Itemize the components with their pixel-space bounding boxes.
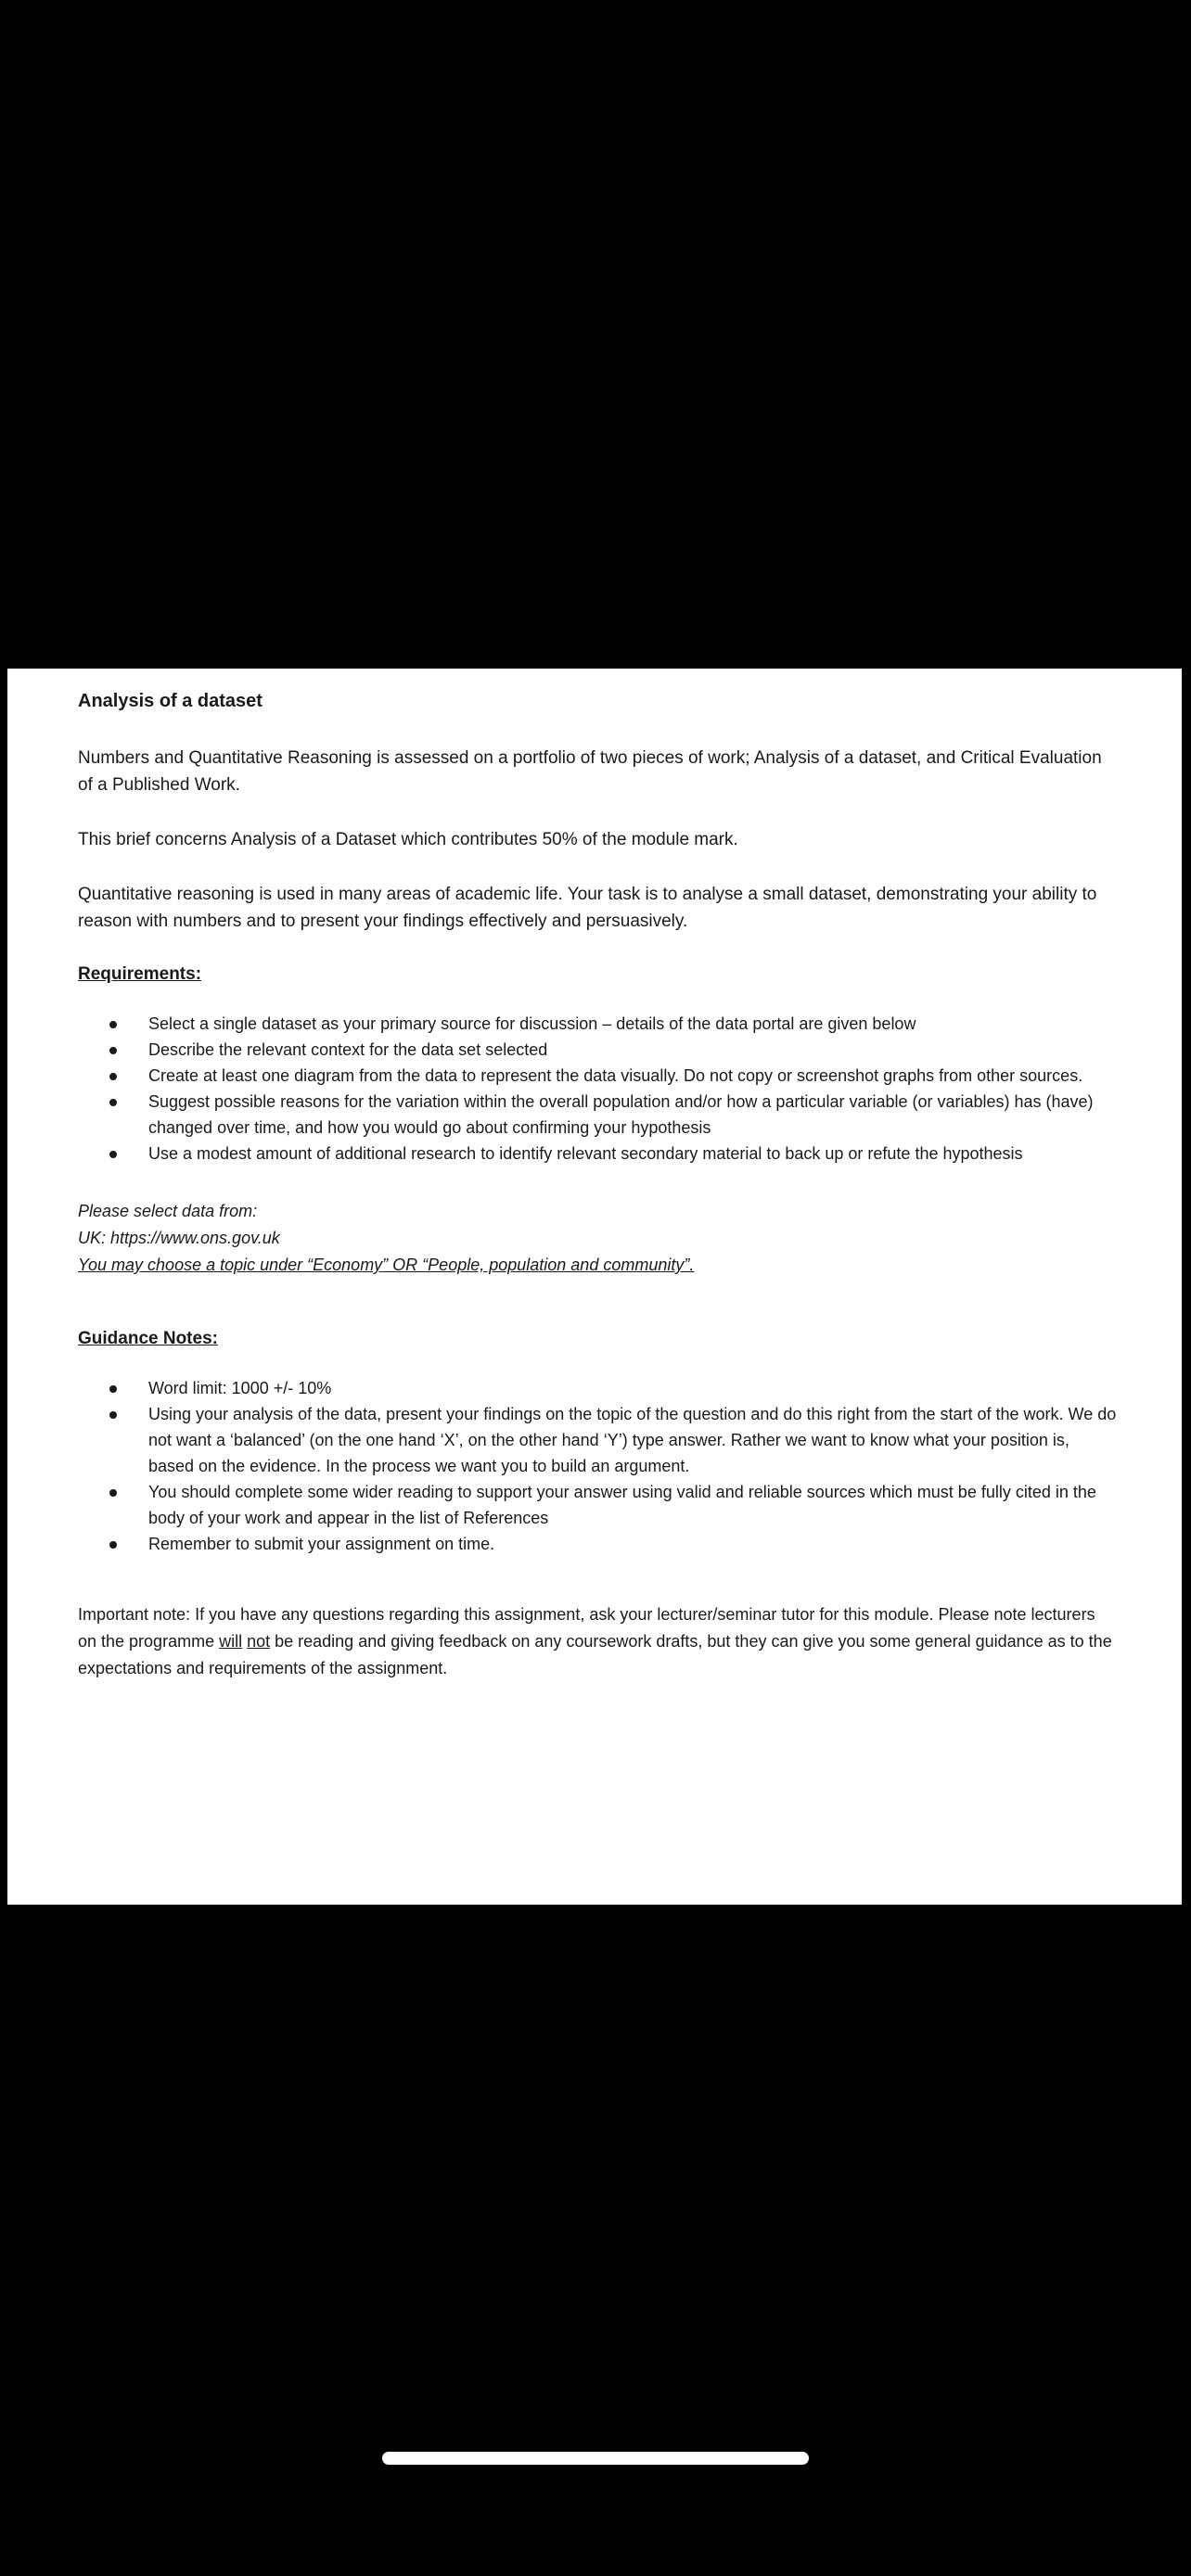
intro-paragraph: Numbers and Quantitative Reasoning is assessed on a portfolio of two pieces of work; Analysis of a dataset, and Critical Evaluation of a Published Work.	[78, 748, 1102, 795]
data-source-topics: You may choose a topic under “Economy” OR “People, population and community”.	[78, 1256, 695, 1274]
document-title: Analysis of a dataset	[78, 691, 263, 711]
brief-paragraph: This brief concerns Analysis of a Dataset which contributes 50% of the module mark.	[78, 830, 738, 849]
important-note: Important note: If you have any questions regarding this assignment, ask your lecturer/seminar tutor for this module. Please note lecturers on the programme will not be reading and giving feedback on any coursework drafts, but they can give you some general guidance as to the expectations and requirements of the assignment.	[78, 1605, 1112, 1677]
bullet-icon	[109, 1385, 117, 1393]
list-item: Remember to submit your assignment on time.	[148, 1531, 1117, 1557]
reasoning-paragraph: Quantitative reasoning is used in many areas of academic life. Your task is to analyse a small dataset, demonstrating your ability to reason with numbers and to present your findings effectively and persuasively.	[78, 885, 1097, 931]
bullet-icon	[109, 1099, 117, 1106]
list-item: You should complete some wider reading to support your answer using valid and reliable sources which must be fully cited in the body of your work and appear in the list of References	[148, 1479, 1117, 1531]
list-item: Word limit: 1000 +/- 10%	[148, 1375, 1117, 1401]
guidance-list	[78, 1375, 1117, 1557]
list-item: Select a single dataset as your primary source for discussion – details of the data portal are given below	[148, 1011, 1117, 1037]
requirements-list	[78, 1011, 1117, 1167]
list-item: Use a modest amount of additional research to identify relevant secondary material to back up or refute the hypothesis	[148, 1141, 1117, 1167]
emphasis-will: will	[219, 1632, 243, 1651]
bullet-icon	[109, 1073, 117, 1080]
list-item: Create at least one diagram from the data to represent the data visually. Do not copy or screenshot graphs from other sources.	[148, 1063, 1117, 1089]
bullet-icon	[109, 1151, 117, 1158]
emphasis-not: not	[247, 1632, 271, 1651]
home-indicator[interactable]	[382, 2452, 809, 2465]
document-page	[7, 669, 1182, 1905]
list-item: Suggest possible reasons for the variation within the overall population and/or how a particular variable (or variables) has (have) changed over time, and how you would go about confirming your hypothesis	[148, 1089, 1117, 1141]
bullet-icon	[109, 1047, 117, 1054]
bullet-icon	[109, 1541, 117, 1549]
bullet-icon	[109, 1411, 117, 1419]
bullet-icon	[109, 1489, 117, 1497]
list-item: Describe the relevant context for the data set selected	[148, 1037, 1117, 1063]
data-source-intro: Please select data from:	[78, 1202, 258, 1220]
data-source-url: UK: https://www.ons.gov.uk	[78, 1229, 280, 1247]
requirements-heading: Requirements:	[78, 964, 202, 984]
list-item: Using your analysis of the data, present your findings on the topic of the question and do this right from the start of the work. We do not want a ‘balanced’ (on the one hand ‘X’, on the other hand ‘Y’) type answer. Rather we want to know what your position is, based on the evidence. In the process we want you to build an argument.	[148, 1401, 1117, 1479]
guidance-heading: Guidance Notes:	[78, 1329, 218, 1348]
data-source-note	[78, 1198, 1117, 1279]
bullet-icon	[109, 1021, 117, 1028]
